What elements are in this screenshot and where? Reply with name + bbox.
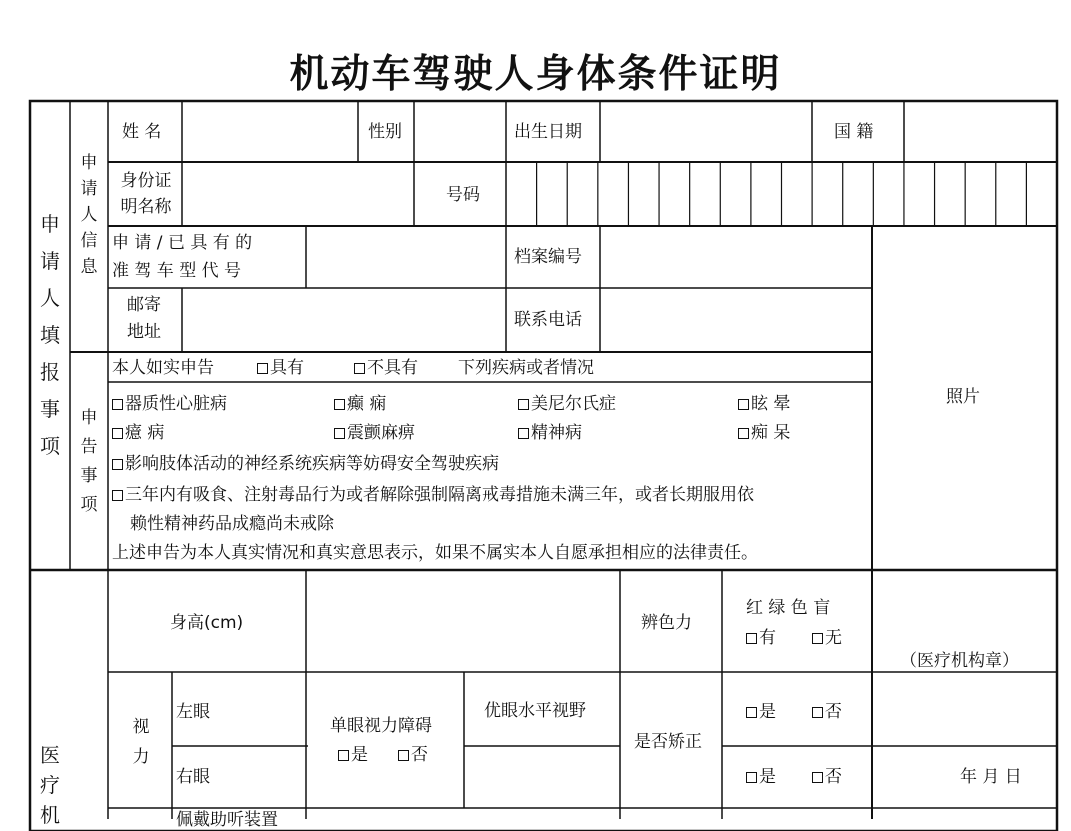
vehicle-code-field[interactable]: [308, 228, 504, 286]
checkbox-icon[interactable]: [334, 399, 345, 410]
checkbox-icon[interactable]: [112, 490, 123, 501]
declare-intro-text: 本人如实申告: [112, 358, 214, 378]
id-number-label: 号码: [446, 185, 480, 205]
mail-address-label: 邮寄地址: [127, 295, 161, 342]
nationality-field[interactable]: [906, 103, 1054, 160]
subsection-declare-heading: 申告事项: [80, 408, 98, 515]
color-ability-label: 辨色力: [641, 613, 692, 633]
right-corrected-no[interactable]: [812, 766, 842, 788]
disease-item[interactable]: [112, 484, 754, 506]
archive-no-label: 档案编号: [514, 247, 582, 267]
left-corrected-no[interactable]: [812, 701, 842, 723]
name-label: 姓 名: [122, 122, 162, 142]
disease-item-continued: 赖性精神药品成瘾尚未戒除: [130, 514, 334, 534]
is-label: 是: [759, 767, 776, 787]
disease-item[interactable]: [334, 393, 386, 415]
disease-label: 震颤麻痹: [347, 423, 415, 443]
name-field[interactable]: [184, 103, 356, 160]
checkbox-icon[interactable]: [518, 428, 529, 439]
birth-label: 出生日期: [514, 122, 582, 142]
birth-field[interactable]: [602, 103, 810, 160]
disease-item[interactable]: [112, 422, 164, 444]
disease-item[interactable]: [738, 422, 790, 444]
mail-address-field[interactable]: [184, 290, 504, 350]
checkbox-icon[interactable]: [746, 772, 757, 783]
checkbox-icon[interactable]: [334, 428, 345, 439]
disease-label: 器质性心脏病: [125, 394, 227, 414]
mono-vision-yes[interactable]: [338, 744, 368, 766]
disease-label: 美尼尔氏症: [531, 394, 616, 414]
no-label: 无: [825, 628, 842, 648]
option-have[interactable]: [257, 357, 304, 379]
checkbox-icon[interactable]: [738, 399, 749, 410]
checkbox-icon[interactable]: [257, 363, 268, 374]
declare-intro: [112, 357, 214, 379]
checkbox-icon[interactable]: [812, 707, 823, 718]
height-label: 身高(cm): [170, 613, 244, 633]
checkbox-icon[interactable]: [112, 399, 123, 410]
not-label: 否: [411, 745, 428, 765]
id-number-field[interactable]: [508, 164, 1056, 224]
checkbox-icon[interactable]: [112, 459, 123, 470]
disease-item[interactable]: [112, 393, 227, 415]
checkbox-icon[interactable]: [746, 707, 757, 718]
disease-item[interactable]: [334, 422, 415, 444]
disease-label: 癫 痫: [347, 394, 387, 414]
disease-label: 眩 晕: [751, 394, 791, 414]
color-blind-label: 红 绿 色 盲: [746, 598, 831, 618]
section-medical-heading: 医疗机: [40, 743, 60, 827]
right-corrected-yes[interactable]: [746, 766, 776, 788]
color-blind-yes[interactable]: [746, 627, 776, 649]
disease-label: 痴 呆: [751, 423, 791, 443]
disease-item[interactable]: [518, 422, 582, 444]
vehicle-code-label-2: 准 驾 车 型 代 号: [112, 261, 242, 281]
not-label: 否: [825, 702, 842, 722]
not-label: 否: [825, 767, 842, 787]
id-name-label: 身份证明名称: [120, 171, 172, 217]
option-have-label: 具有: [270, 358, 304, 378]
archive-no-field[interactable]: [602, 228, 870, 286]
checkbox-icon[interactable]: [398, 750, 409, 761]
left-eye-label: 左眼: [176, 702, 210, 722]
left-corrected-yes[interactable]: [746, 701, 776, 723]
declare-intro-tail: 下列疾病或者情况: [458, 358, 594, 378]
gender-label: 性别: [368, 122, 402, 142]
color-blind-no[interactable]: [812, 627, 842, 649]
height-field[interactable]: [308, 572, 618, 670]
gender-field[interactable]: [416, 103, 504, 160]
right-eye-label: 右眼: [176, 767, 210, 787]
checkbox-icon[interactable]: [812, 633, 823, 644]
option-not-have[interactable]: [354, 357, 418, 379]
phone-label: 联系电话: [514, 310, 582, 330]
id-name-field[interactable]: [184, 164, 412, 224]
checkbox-icon[interactable]: [354, 363, 365, 374]
option-not-have-label: 不具有: [367, 358, 418, 378]
date-label: 年 月 日: [960, 767, 1022, 787]
phone-field[interactable]: [602, 290, 870, 350]
checkbox-icon[interactable]: [112, 428, 123, 439]
is-label: 是: [351, 745, 368, 765]
page-title: 机动车驾驶人身体条件证明: [289, 51, 782, 97]
disease-item[interactable]: [112, 453, 499, 475]
checkbox-icon[interactable]: [518, 399, 529, 410]
disease-item[interactable]: [738, 393, 790, 415]
disease-label: 精神病: [531, 423, 582, 443]
section-applicant-heading: 申请人填报事项: [40, 212, 60, 458]
photo-label: 照片: [946, 387, 980, 407]
checkbox-icon[interactable]: [338, 750, 349, 761]
disease-label: 癔 病: [125, 423, 165, 443]
mono-vision-no[interactable]: [398, 744, 428, 766]
corrected-label: 是否矫正: [634, 732, 702, 752]
subsection-info-heading: 申请人信息: [80, 153, 98, 277]
yes-label: 有: [759, 628, 776, 648]
is-label: 是: [759, 702, 776, 722]
disease-item[interactable]: [518, 393, 616, 415]
institution-stamp-label: （医疗机构章）: [900, 651, 1019, 671]
visual-field-label: 优眼水平视野: [484, 701, 586, 721]
nationality-label: 国 籍: [834, 122, 874, 142]
checkbox-icon[interactable]: [812, 772, 823, 783]
disease-label: 三年内有吸食、注射毒品行为或者解除强制隔离戒毒措施未满三年，或者长期服用依: [125, 485, 754, 505]
mono-vision-label: 单眼视力障碍: [330, 716, 432, 736]
checkbox-icon[interactable]: [746, 633, 757, 644]
vision-label: 视力: [132, 717, 150, 767]
checkbox-icon[interactable]: [738, 428, 749, 439]
hearing-aid-label: 佩戴助听装置: [176, 810, 278, 830]
disease-label: 影响肢体活动的神经系统疾病等妨碍安全驾驶疾病: [125, 454, 499, 474]
vehicle-code-label-1: 申 请 / 已 具 有 的: [112, 233, 253, 253]
declaration-statement: 上述申告为本人真实情况和真实意思表示，如果不属实本人自愿承担相应的法律责任。: [112, 543, 758, 563]
